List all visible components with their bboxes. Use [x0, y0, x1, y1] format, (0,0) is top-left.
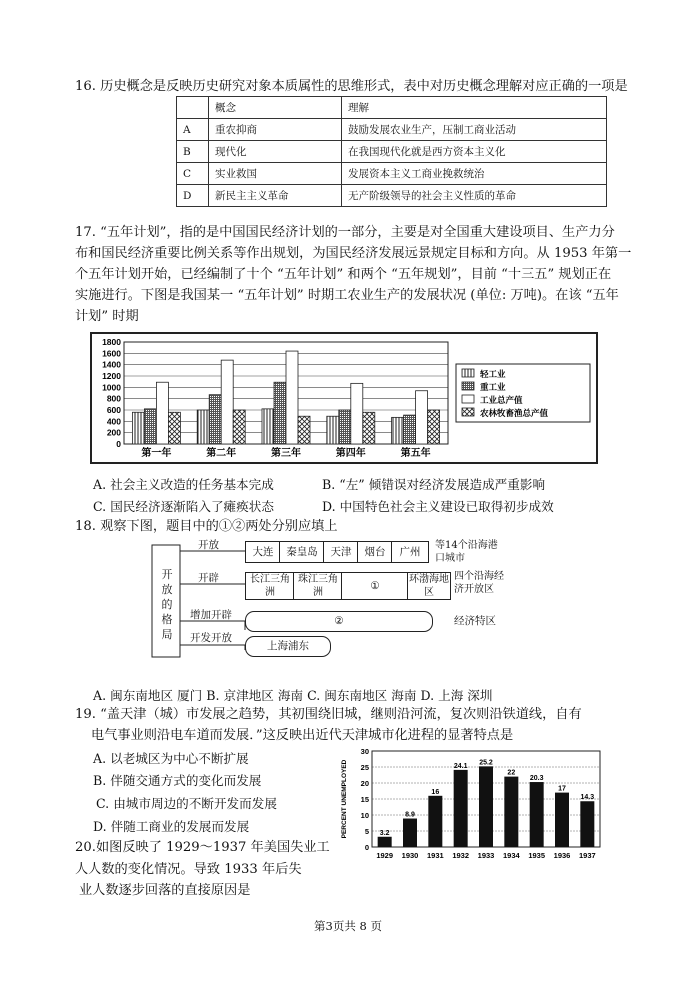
label-char: 开: [161, 568, 173, 581]
bar: [262, 409, 274, 444]
data-label: 24.1: [453, 762, 468, 770]
q19-option-d[interactable]: D. 伴随工商业的发展而发展: [93, 819, 250, 834]
data-label: 25.2: [479, 759, 493, 767]
page-footer: 第3页共 8 页: [314, 919, 382, 933]
x-tick-label: 1931: [426, 851, 444, 860]
bar: [416, 391, 428, 444]
legend-swatch: [462, 382, 474, 390]
q17-option-d[interactable]: D. 中国特色社会主义建设已取得初步成效: [322, 499, 554, 514]
legend-swatch: [462, 395, 474, 403]
pudong-box: 上海浦东: [245, 636, 331, 657]
table-row: [177, 119, 607, 141]
x-tick-label: 1935: [528, 851, 546, 860]
q20-line-2: 人人数的变化情况。导致 1933 年后失: [75, 862, 302, 877]
x-tick-label: 第五年: [400, 448, 431, 459]
table-cell: 新民主主义革命: [209, 185, 342, 207]
q20-line-3: 业人数逐步回落的直接原因是: [79, 883, 251, 898]
bar: [339, 410, 351, 444]
q17-option-a[interactable]: A. 社会主义改造的任务基本完成: [93, 477, 274, 492]
q17-line-4: 实施进行。下图是我国某一 “五年计划” 时期工农业生产的发展状况 (单位: 万吨)。在该 “五年: [75, 288, 619, 303]
q17-option-b[interactable]: B. “左” 倾错误对经济发展造成严重影响: [322, 477, 546, 492]
blank-box-2: ②: [245, 611, 433, 632]
x-tick-label: 1936: [553, 851, 571, 860]
y-tick-label: 600: [106, 405, 121, 415]
bar: [580, 801, 594, 847]
unemployment-chart-svg: [336, 745, 604, 865]
bar: [428, 410, 440, 444]
q19-option-a[interactable]: A. 以老城区为中心不断扩展: [93, 751, 249, 766]
q17-line-2: 布和国民经济重要比例关系等作出规划，为国民经济发展远景规定目标和方向。从 1953 年第一: [75, 246, 632, 261]
q19-option-b[interactable]: B. 伴随交通方式的变化而发展: [93, 773, 262, 788]
label-char: 放: [161, 583, 173, 596]
q17-option-c[interactable]: C. 国民经济逐渐陷入了瘫痪状态: [93, 499, 274, 514]
bar: [555, 793, 569, 847]
q18-stem: 18. 观察下图，题目中的①②两处分别应填上: [75, 519, 338, 534]
city-box: 大连: [245, 541, 281, 563]
data-label: 14.3: [580, 794, 595, 802]
table-cell: [177, 97, 209, 119]
table-cell: 概念: [209, 97, 342, 119]
y-tick-label: 1000: [102, 382, 121, 393]
y-tick-label: 15: [360, 795, 369, 804]
row-label-develop: 开发开放: [190, 632, 232, 644]
data-label: 8.9: [405, 811, 415, 819]
legend-label: 轻工业: [480, 370, 506, 380]
region-box: 环渤海地区: [409, 574, 449, 598]
table-cell: 发展资本主义工商业挽救统治: [342, 163, 607, 185]
y-tick-label: 0: [364, 843, 369, 852]
x-tick-label: 1937: [578, 851, 596, 860]
bar: [530, 782, 544, 847]
q18-options[interactable]: A. 闽东南地区 厦门 B. 京津地区 海南 C. 闽东南地区 海南 D. 上海 深圳: [93, 688, 493, 703]
data-label: 22: [507, 769, 516, 777]
five-year-plan-chart-svg: [92, 334, 596, 462]
table-cell: C: [177, 163, 209, 185]
bar: [378, 837, 392, 847]
table-row: [177, 163, 607, 185]
bar: [197, 410, 209, 444]
bar: [274, 382, 286, 444]
note-coastal-cities: 等14个沿海港口城市: [435, 540, 498, 564]
legend-swatch: [462, 369, 474, 377]
y-tick-label: 30: [360, 747, 369, 756]
region-box: 珠江三角洲: [293, 572, 343, 600]
legend-label: 工业总产值: [480, 396, 523, 406]
bar: [454, 770, 468, 847]
table-row: [177, 141, 607, 163]
table-cell: 理解: [342, 97, 607, 119]
x-tick-label: 1934: [502, 851, 520, 860]
bar: [392, 417, 404, 444]
x-tick-label: 1930: [401, 851, 419, 860]
bar: [404, 415, 416, 444]
table-cell: A: [177, 119, 209, 141]
five-year-plan-chart: [90, 332, 598, 464]
table-row: [177, 97, 607, 119]
y-tick-label: 5: [364, 827, 369, 836]
bar: [363, 412, 375, 444]
city-box: 天津: [323, 541, 359, 563]
legend-label: 农林牧畜渔总产值: [480, 409, 549, 419]
data-label: 20.3: [529, 775, 544, 783]
note-open-zones: 四个沿海经济开放区: [454, 571, 504, 595]
legend-label: 重工业: [480, 383, 506, 393]
bar: [327, 416, 339, 444]
x-tick-label: 第一年: [141, 448, 172, 459]
y-tick-label: 1600: [102, 348, 121, 359]
y-tick-label: 20: [360, 779, 369, 788]
bar: [403, 819, 417, 847]
y-axis-label: PERCENT UNEMPLOYED: [341, 759, 348, 839]
y-tick-label: 400: [106, 416, 121, 427]
table-cell: D: [177, 185, 209, 207]
bar: [144, 409, 156, 444]
bar: [298, 416, 310, 444]
table-cell: 实业救国: [209, 163, 342, 185]
bar: [428, 796, 442, 847]
table-cell: 无产阶级领导的社会主义性质的革命: [342, 185, 607, 207]
table-cell: B: [177, 141, 209, 163]
y-tick-label: 200: [106, 427, 121, 438]
q19-line-1: 19. “盖天津（城）市发展之趋势，其初围绕旧城，继则沿河流，复次则沿铁道线，自有: [75, 707, 582, 722]
data-label: 17: [558, 785, 566, 793]
bar: [156, 382, 168, 444]
q16-stem: 16. 历史概念是反映历史研究对象本质属性的思维形式，表中对历史概念理解对应正确的一项是: [75, 79, 628, 94]
y-tick-label: 1400: [102, 359, 121, 370]
x-tick-label: 1932: [452, 851, 470, 860]
q19-option-c[interactable]: C. 由城市周边的不断开发而发展: [96, 796, 277, 811]
bar: [351, 383, 363, 444]
bar: [504, 777, 518, 847]
q18-diagram: [150, 537, 502, 672]
x-tick-label: 1929: [376, 851, 394, 860]
label-char: 格: [161, 613, 173, 626]
x-tick-label: 1933: [477, 851, 495, 860]
y-tick-label: 800: [106, 393, 121, 404]
table-cell: 在我国现代化就是西方资本主义化: [342, 141, 607, 163]
y-tick-label: 10: [360, 811, 369, 820]
bar: [168, 412, 180, 444]
y-tick-label: 0: [116, 439, 121, 449]
q17-line-1: 17. “五年计划”，指的是中国国民经济计划的一部分，主要是对全国重大建设项目、生产力分: [75, 225, 615, 240]
bar: [132, 412, 144, 444]
note-sez: 经济特区: [454, 615, 496, 627]
table-cell: 鼓励发展农业生产，压制工商业活动: [342, 119, 607, 141]
bar: [479, 766, 493, 847]
region-box: 长江三角洲: [245, 572, 295, 600]
x-tick-label: 第三年: [271, 448, 301, 459]
open-pattern-label: [158, 567, 176, 642]
legend-swatch: [462, 408, 474, 416]
city-box: 烟台: [357, 541, 393, 563]
bar: [286, 351, 298, 444]
q19-line-2: 电气事业则沿电车道而发展．”这反映出近代天津城市化进程的显著特点是: [91, 728, 514, 743]
bar: [209, 395, 221, 444]
row-label-establish: 开辟: [198, 572, 219, 584]
row-label-add: 增加开辟: [190, 609, 232, 621]
city-box: 广州: [391, 541, 429, 563]
bar: [221, 360, 233, 444]
table-row: [177, 185, 607, 207]
unemployment-chart: [336, 745, 604, 865]
q16-table: [176, 96, 607, 207]
q17-line-3: 个五年计划开始，已经编制了十个 “五年计划” 和两个 “五年规划”，目前 “十三五” 规划正在: [75, 267, 612, 282]
label-char: 的: [161, 598, 173, 611]
bar: [233, 410, 245, 444]
table-cell: 重农抑商: [209, 119, 342, 141]
data-label: 3.2: [379, 829, 390, 837]
x-tick-label: 第四年: [335, 448, 366, 459]
y-tick-label: 25: [360, 763, 369, 772]
city-box: 秦皇岛: [279, 541, 325, 563]
label-char: 局: [161, 628, 173, 641]
blank-box-1: ①: [341, 572, 409, 600]
y-tick-label: 1200: [102, 371, 121, 381]
q20-line-1: 20.如图反映了 1929～1937 年美国失业工: [75, 840, 330, 855]
x-tick-label: 第二年: [206, 448, 237, 459]
data-label: 16: [431, 788, 440, 796]
row-label-open: 开放: [198, 539, 219, 551]
table-cell: 现代化: [209, 141, 342, 163]
y-tick-label: 1800: [102, 337, 121, 347]
q17-line-5: 计划” 时期: [75, 309, 139, 324]
